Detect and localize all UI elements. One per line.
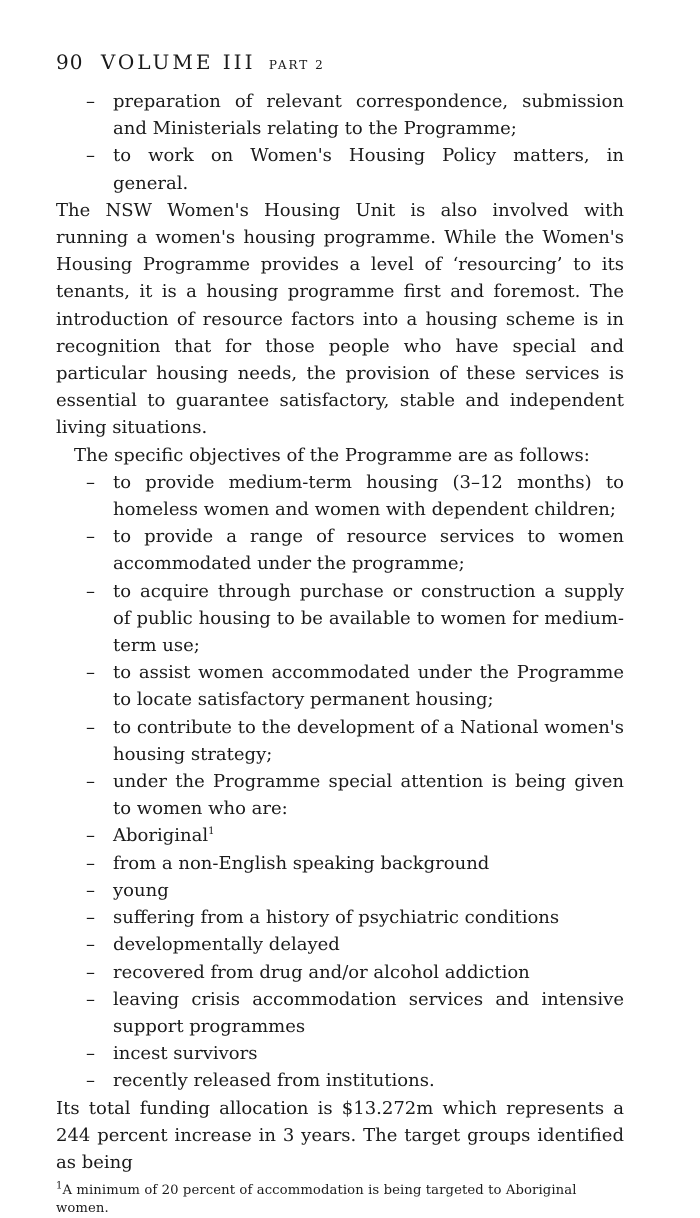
list-item: – to provide medium-term housing (3–12 months) to homeless women and women with dependent children; — [56, 469, 624, 523]
list-item: – under the Programme special attention is being given to women who are: — [56, 768, 624, 822]
list-item: – incest survivors — [56, 1040, 624, 1067]
list-item: – recovered from drug and/or alcohol addiction — [56, 959, 624, 986]
footnote-text: A minimum of 20 percent of accommodation is being targeted to Aboriginal women. — [56, 1183, 577, 1217]
list-item: – young — [56, 877, 624, 904]
special-groups-list — [56, 822, 624, 1094]
list-item — [56, 822, 624, 849]
list-item: – to acquire through purchase or construction a supply of public housing to be available to women for medium-term use; — [56, 578, 624, 660]
list-item: – to work on Women's Housing Policy matters, in general. — [56, 142, 624, 196]
footnote-ref: 1 — [208, 826, 215, 838]
list-item: – suffering from a history of psychiatric conditions — [56, 904, 624, 931]
paragraph: The NSW Women's Housing Unit is also involved with running a women's housing programme. While the Women's Housing Programme provides a level of ‘resourcing’ to its tenants, it is a housing programme first and foremost. The introduction of resource factors into a housing scheme is in recognition that for those people who have special and particular housing needs, the provision of these services is essential to guarantee satisfactory, stable and independent living situations. — [56, 199, 624, 439]
footnote-marker: 1 — [56, 1180, 63, 1192]
volume-label: VOLUME III — [100, 50, 256, 74]
aboriginal-label: Aboriginal — [113, 825, 209, 847]
list-item: – preparation of relevant correspondence, submission and Ministerials relating to the Programme; — [56, 88, 624, 142]
footnote — [56, 1182, 624, 1218]
part-label: PART 2 — [268, 58, 325, 72]
list-item: – leaving crisis accommodation services and intensive support programmes — [56, 986, 624, 1040]
page-number: 90 — [56, 50, 84, 74]
list-item: – to provide a range of resource services to women accommodated under the programme; — [56, 523, 624, 577]
paragraph: The specific objectives of the Programme are as follows: — [74, 444, 590, 466]
objectives-list — [56, 469, 624, 823]
list-item: – developmentally delayed — [56, 931, 624, 958]
intro-list — [56, 88, 624, 197]
body-text — [56, 88, 624, 1176]
list-item: – to assist women accommodated under the Programme to locate satisfactory permanent housing; — [56, 659, 624, 713]
book-page — [56, 50, 624, 1218]
paragraph: Its total funding allocation is $13.272m which represents a 244 percent increase in 3 years. The target groups identified as being — [56, 1097, 624, 1173]
list-item: – recently released from institutions. — [56, 1067, 624, 1094]
list-item: – to contribute to the development of a National women's housing strategy; — [56, 714, 624, 768]
list-item: – from a non-English speaking background — [56, 850, 624, 877]
running-head — [56, 50, 624, 74]
